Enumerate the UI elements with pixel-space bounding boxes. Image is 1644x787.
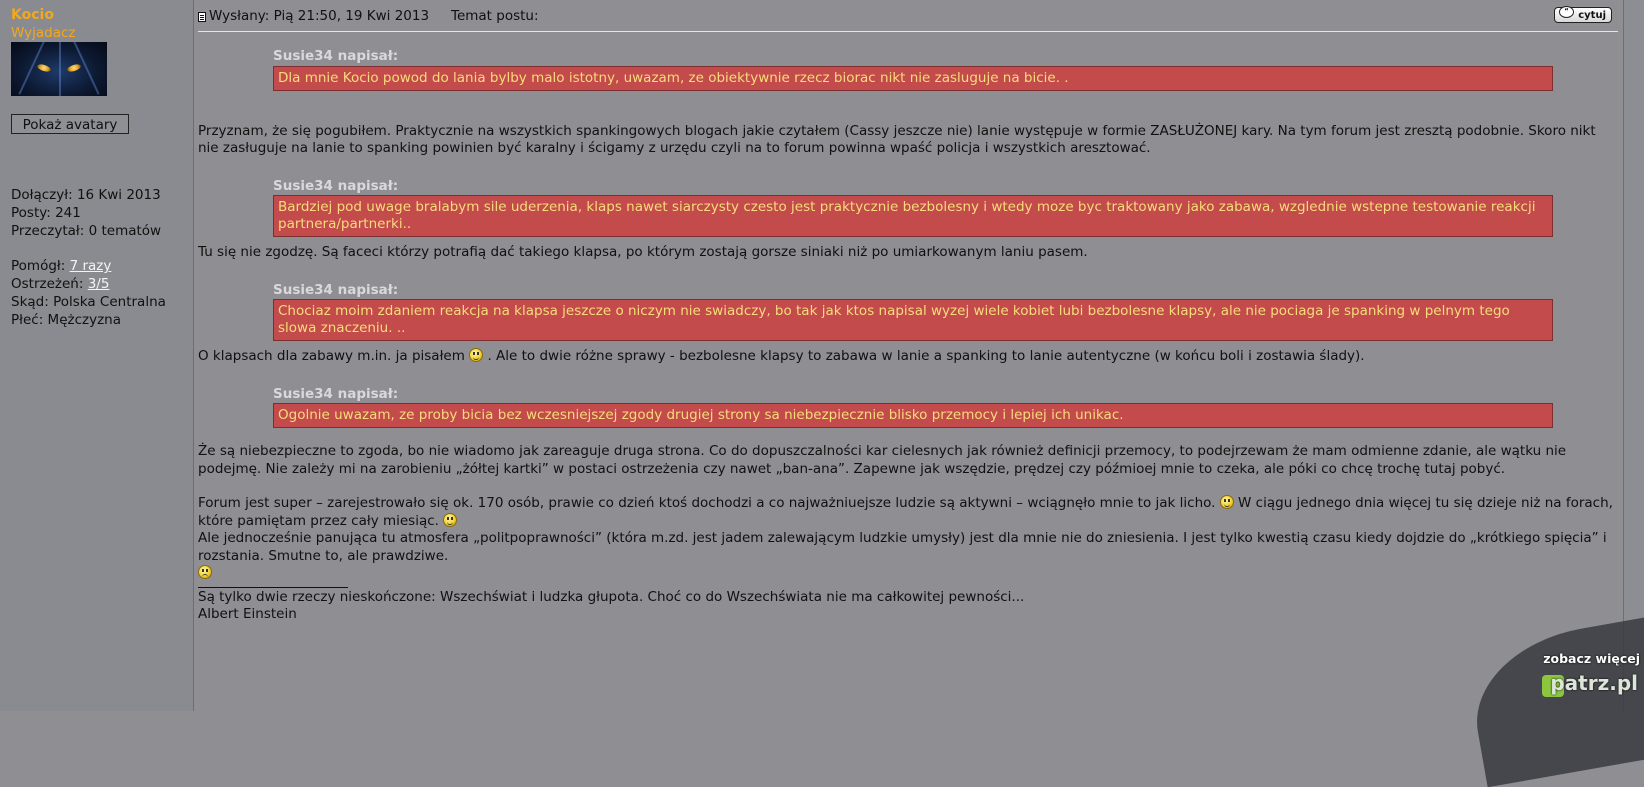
quote-author: Susie34 napisał: (273, 281, 399, 298)
post-count: Posty: 241 (11, 205, 81, 221)
quote-button[interactable] (1554, 7, 1612, 23)
avatar (11, 42, 107, 96)
quote-author: Susie34 napisał: (273, 177, 399, 194)
user-rank: Wyjadacz (11, 25, 76, 41)
poster-profile-panel (0, 0, 194, 711)
user-stats (11, 186, 166, 329)
reply-text: Forum jest super – zarejestrowało się ok. 170 osób, prawie co dzień ktoś dochodzi a co najważniuejsze ludzie są aktywni – wciągnęło mnie to jak licho. (198, 495, 1220, 511)
topics-read: Przeczytał: 0 tematów (11, 223, 162, 239)
helped-link[interactable]: 7 razy (69, 258, 112, 274)
watermark-line2: patrz.pl (1550, 671, 1638, 695)
reply-text: O klapsach dla zabawy m.in. ja pisałem (198, 348, 470, 364)
warnings-label: Ostrzeżeń: (11, 276, 88, 292)
username[interactable]: Kocio (11, 7, 54, 23)
watermark[interactable] (1494, 637, 1644, 711)
smile-icon (469, 348, 483, 362)
avatar-eye-right (66, 63, 81, 73)
post-icon[interactable] (198, 12, 206, 22)
helped-row (11, 257, 166, 275)
signature-quote: Są tylko dwie rzeczy nieskończone: Wszechświat i ludzka głupota. Choć co do Wszechświata nie ma całkowitej pewności... (198, 588, 1025, 605)
quote-button-label: cytuj (1578, 10, 1606, 21)
laugh-icon (443, 513, 457, 527)
reply-paragraph: Przyznam, że się pogubiłem. Praktycznie na wszystkich spankingowych blogach jakie czytałem (Cassy jeszcze nie) lanie występuje w formie ZASŁUŻONEJ kary. Na tym forum jest zresztą podobnie. Skoro nikt nie zasługuje na lanie to spanking powinien być karalny i ścigamy z urzędu czyli na to forum powinna wpaść policja i wszystkich aresztować. (198, 122, 1596, 156)
watermark-line1: zobacz więcej (1543, 651, 1640, 666)
reply-paragraph (198, 495, 1618, 530)
post-header (198, 7, 1618, 32)
quote-author: Susie34 napisał: (273, 385, 399, 402)
reply-text: . Ale to dwie różne sprawy - bezbolesne klapsy to zabawa w lanie a spanking to lanie autentyczne (w końcu boli i zostawia ślady). (483, 348, 1365, 364)
quote-author: Susie34 napisał: (273, 48, 399, 64)
joined-date: Dołączył: 16 Kwi 2013 (11, 187, 161, 203)
warnings-row (11, 275, 166, 293)
warnings-link[interactable]: 3/5 (87, 276, 110, 292)
quote-box: Bardziej pod uwage bralabym sile uderzenia, klaps nawet siarczysty czesto jest praktycznie bezbolesny i wtedy moze byc traktowany jako zabawa, wzglednie wstepne testowanie reakcji partnera/partnerki.. (273, 195, 1553, 237)
reply-paragraph: Tu się nie zgodzę. Są faceci którzy potrafią dać takiego klapsa, po którym zostają gorsze siniaki niż po umiarkowanym laniu pasem. (198, 244, 1088, 260)
quote-box: Dla mnie Kocio powod do lania bylby malo istotny, uwazam, ze obiektywnie rzecz biorac nikt nie zasluguje na bicie. . (273, 66, 1553, 91)
user-gender: Płeć: Mężczyzna (11, 312, 121, 328)
post-date: Wysłany: Pią 21:50, 19 Kwi 2013 (209, 8, 430, 24)
quote-bubble-icon: “ (1559, 6, 1574, 18)
reply-paragraph: Ale jednocześnie panująca tu atmosfera „politpoprawności” (która m.zd. jest jadem zalewającym ludzkie umysły) jest dla mnie nie do zniesienia. I jest tylko kwestią czasu kiedy dojdzie do „krótkiego spięcia” i rozstania. Smutne to, ale prawdziwe. (198, 530, 1607, 564)
smile-icon (1220, 495, 1234, 509)
post-content-panel (194, 0, 1620, 711)
post-topic-label: Temat postu: (451, 8, 539, 24)
signature-author: Albert Einstein (198, 606, 297, 622)
sad-icon (198, 565, 212, 579)
quote-box: Ogolnie uwazam, ze proby bicia bez wczesniejszej zgody drugiej strony sa niebezpiecznie blisko przemocy i lepiej ich unikac. (273, 403, 1553, 428)
signature-divider (198, 587, 348, 588)
scrollbar[interactable] (1623, 0, 1644, 711)
avatar-eye-left (36, 63, 51, 73)
reply-paragraph: Że są niebezpieczne to zgoda, bo nie wiadomo jak zareaguje druga strona. Co do dopuszczalności kar cielesnych jak również definicji przemocy, to podejrzewam że mam odmienne zdanie, ale wątku nie podejmę. Nie zależy mi na zarobieniu „żółtej kartki” w postaci ostrzeżenia czy nawet „ban-ana”. Zapewne jak wszędzie, prędzej czy późmioej mnie to czeka, ale póki co chcę trochę tutaj pobyć. (198, 443, 1567, 477)
show-avatars-button[interactable]: Pokaż avatary (11, 114, 129, 134)
helped-label: Pomógł: (11, 258, 70, 274)
user-location: Skąd: Polska Centralna (11, 294, 166, 310)
reply-paragraph (198, 348, 1618, 366)
post-body (198, 48, 1618, 624)
quote-box: Chociaz moim zdaniem reakcja na klapsa jeszcze o niczym nie swiadczy, bo tak jak ktos napisal wyzej wiele kobiet lubi bezbolesne klapsy, ale nie pociaga je spanking w pelnym tego slowa znaczeniu. .. (273, 299, 1553, 341)
reply-text: W ciągu jednego dnia więcej tu się dzieje niż na forach, które pamiętam przez cały miesiąc. (198, 495, 1613, 529)
